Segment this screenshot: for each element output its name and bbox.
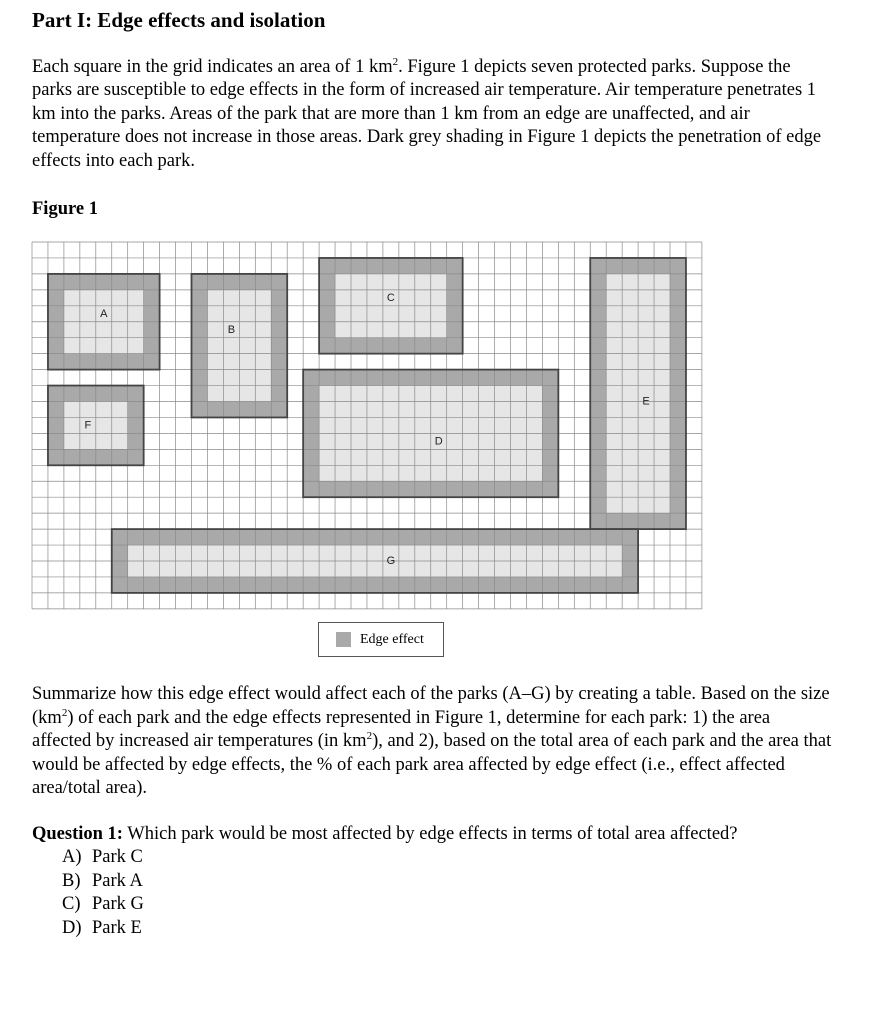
summary-superscript-1: 2 (61, 706, 68, 719)
figure-legend (318, 622, 444, 657)
question-1 (32, 823, 852, 847)
intro-superscript: 2 (392, 55, 399, 68)
park-c-label: C (386, 292, 395, 305)
page-heading: Part I: Edge effects and isolation (32, 8, 326, 32)
option-text: Park A (92, 870, 143, 891)
option-letter: A) (62, 847, 82, 867)
option-a[interactable] (62, 846, 144, 870)
option-text: Park G (92, 894, 144, 914)
summary-text-2: ) of each park and the edge effects represented in Figure 1, determine for each park: 1) the area affected by increased air temperatures (in km (32, 707, 771, 752)
answer-options (62, 846, 144, 940)
park-g-label: G (386, 555, 396, 568)
option-letter: D) (62, 917, 82, 938)
legend-label: Edge effect (360, 631, 424, 647)
option-b[interactable] (62, 870, 144, 894)
intro-text-2: . Figure 1 depicts seven protected parks. Suppose the parks are susceptible to edge effects in the form of increased air temperature. Air temperature penetrates 1 km into the parks. Areas of the park that are more than 1 km from an edge are unaffected, and air temperature does not increase in those areas. Dark grey shading in Figure 1 depicts the penetration of edge effects into each park. (32, 57, 822, 171)
option-text: Park C (92, 847, 143, 867)
edge-effect-swatch (336, 632, 351, 647)
park-e-label: E (642, 395, 650, 408)
park-f-label: F (84, 419, 92, 432)
summary-superscript-2: 2 (366, 730, 373, 743)
option-letter: B) (62, 870, 81, 891)
question-label: Question 1: (32, 824, 123, 844)
option-d[interactable] (62, 917, 144, 941)
summary-text-1: Summarize how this edge effect would affect each of the parks (A–G) by creating a table. Based on the size (km (32, 684, 830, 728)
park-a-label: A (100, 307, 108, 320)
summary-paragraph (32, 683, 832, 801)
option-letter: C) (62, 894, 81, 914)
option-c[interactable] (62, 893, 144, 917)
summary-text-3: ), and 2), based on the total area of each park and the area that would be affected by edge effects, the % of each park area affected by edge effect (i.e., effect affected area/total area). (32, 731, 832, 799)
figure-label: Figure 1 (32, 199, 98, 219)
question-text: Which park would be most affected by edge effects in terms of total area affected? (122, 824, 738, 844)
option-text: Park E (92, 917, 142, 938)
intro-text-1: Each square in the grid indicates an area of 1 km (32, 57, 393, 77)
park-d-label: D (434, 435, 443, 448)
park-b-label: B (227, 323, 236, 336)
